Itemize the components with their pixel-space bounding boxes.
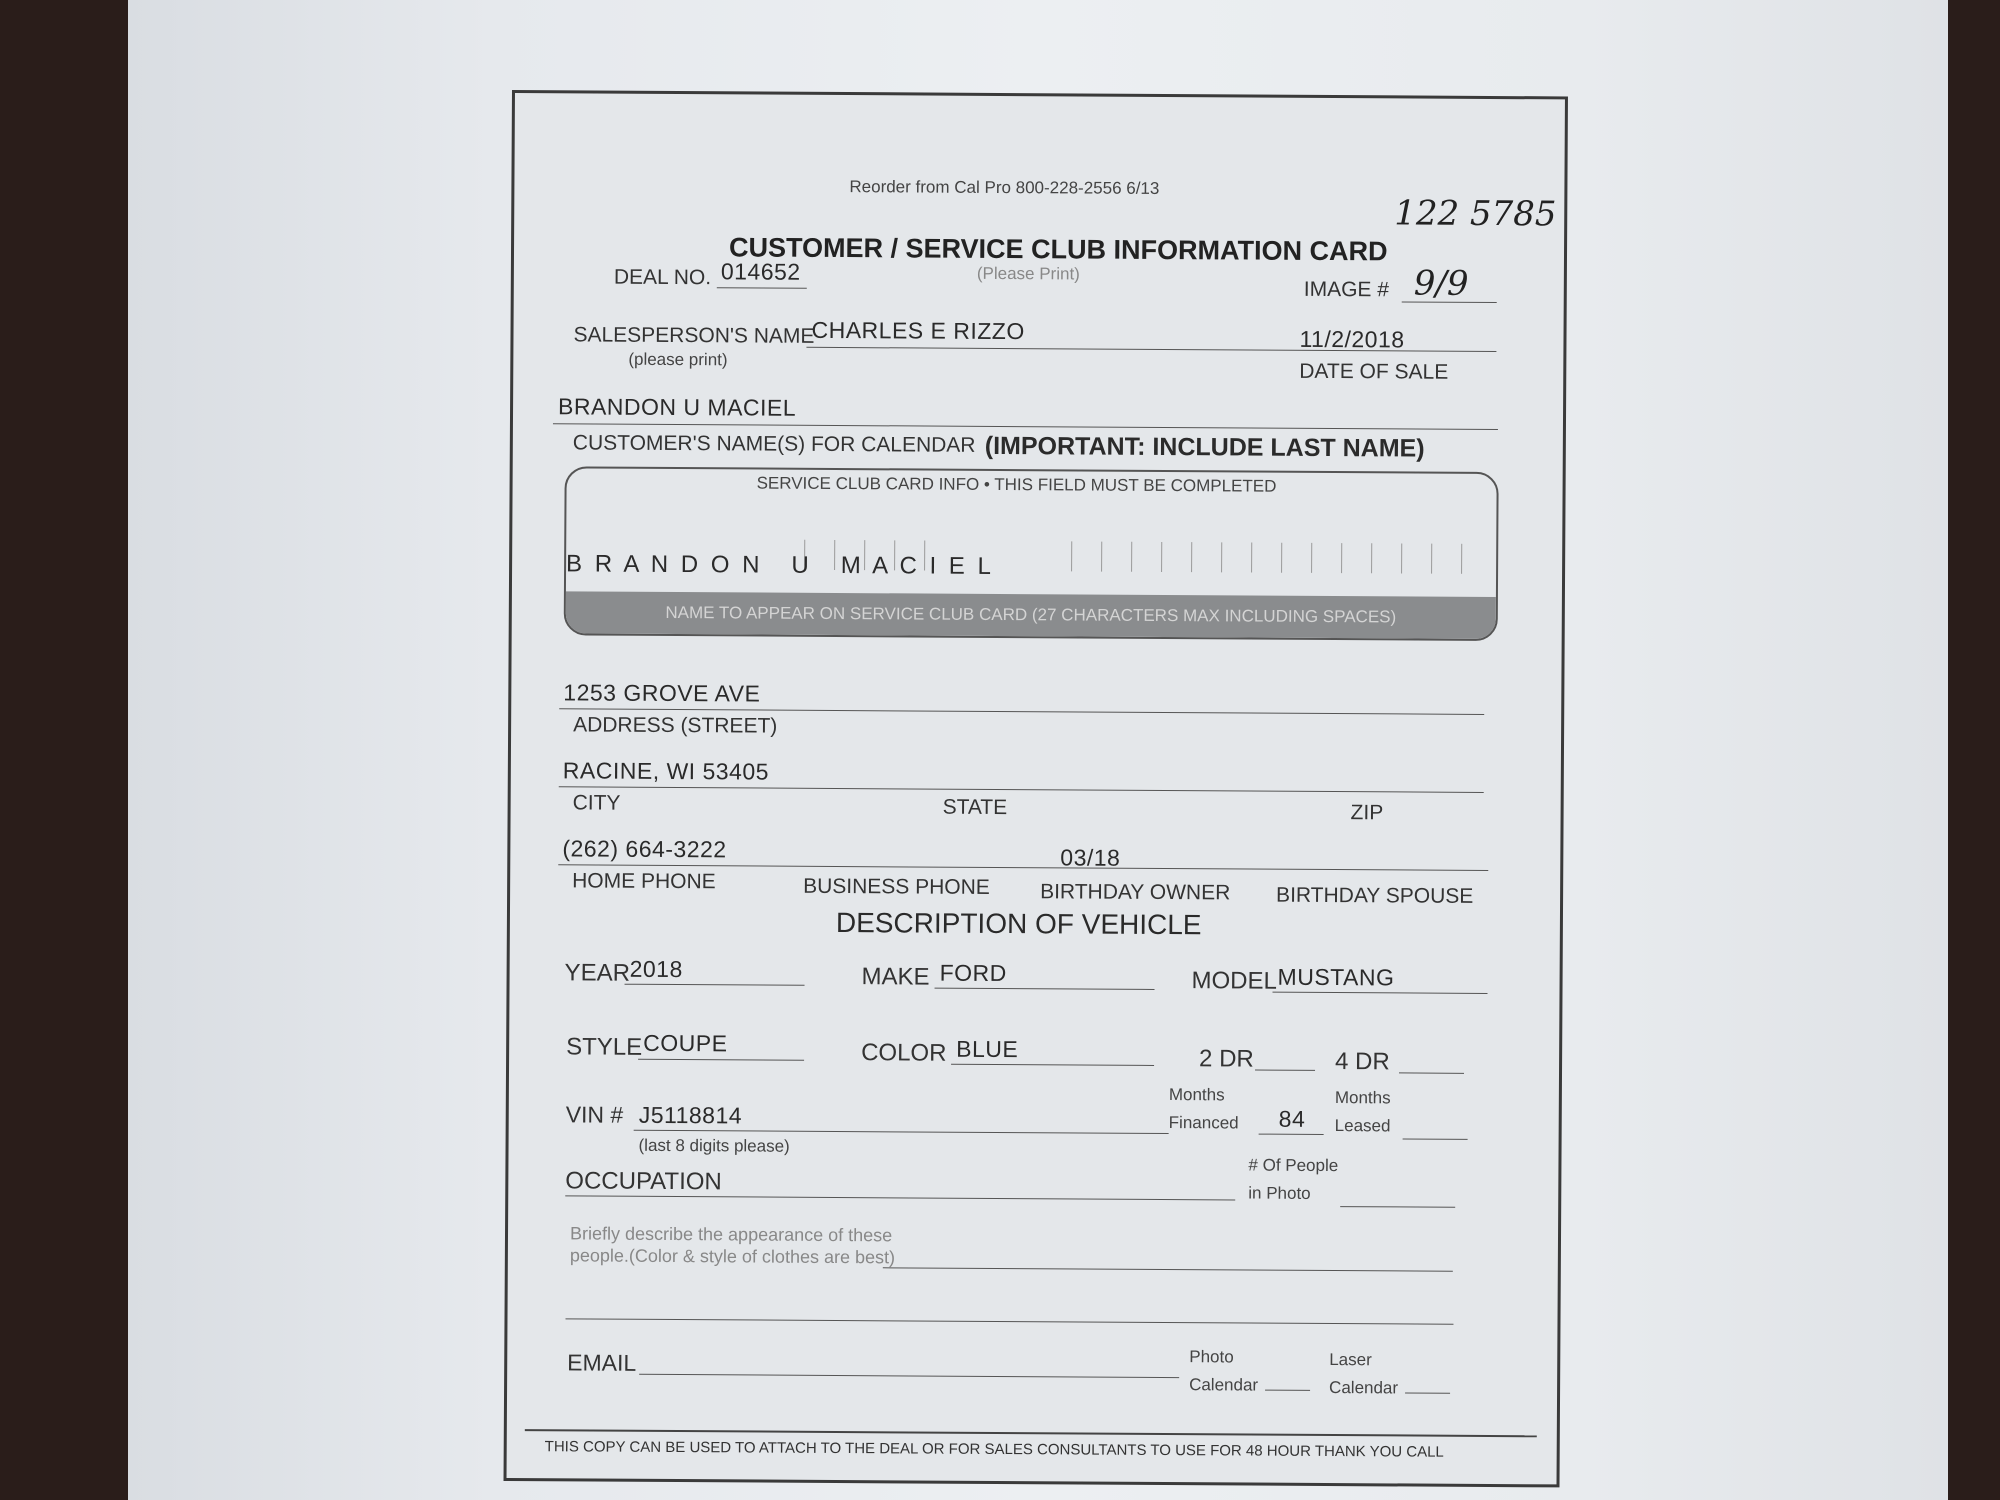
style-label: STYLE — [566, 1033, 643, 1061]
salesperson-name: CHARLES E RIZZO — [811, 316, 1025, 345]
vin-value: J5118814 — [638, 1101, 743, 1129]
color-value: BLUE — [956, 1035, 1019, 1063]
make-label: MAKE — [861, 963, 930, 991]
salesperson-please-print: (please print) — [628, 349, 728, 370]
months-leased-label-top: Months — [1334, 1088, 1391, 1108]
birthday-owner-label: BIRTHDAY OWNER — [1040, 880, 1231, 905]
image-label: IMAGE # — [1303, 277, 1390, 302]
service-club-header: SERVICE CLUB CARD INFO • THIS FIELD MUST BE COMPLETED — [756, 473, 1277, 496]
months-financed-label-top: Months — [1168, 1085, 1225, 1105]
photo-calendar-label-bottom: Calendar — [1189, 1375, 1259, 1395]
date-of-sale-value: 11/2/2018 — [1299, 325, 1405, 353]
service-club-card-box — [564, 466, 1499, 641]
home-phone-label: HOME PHONE — [572, 869, 716, 894]
address-value: 1253 GROVE AVE — [563, 679, 761, 707]
state-label: STATE — [942, 795, 1008, 820]
city-label: CITY — [572, 791, 621, 815]
salesperson-label: SALESPERSON'S NAME — [573, 323, 815, 348]
vin-digits-note: (last 8 digits please) — [638, 1135, 790, 1156]
birthday-owner-value: 03/18 — [1060, 844, 1121, 871]
email-label: EMAIL — [567, 1349, 637, 1376]
reorder-info: Reorder from Cal Pro 800-228-2556 6/13 — [849, 177, 1160, 198]
birthday-spouse-label: BIRTHDAY SPOUSE — [1276, 883, 1474, 908]
laser-calendar-label-top: Laser — [1329, 1350, 1372, 1370]
service-club-name-footer: NAME TO APPEAR ON SERVICE CLUB CARD (27 CHARACTERS MAX INCLUDING SPACES) — [566, 591, 1496, 639]
year-label: YEAR — [564, 959, 631, 987]
card-footer-note: THIS COPY CAN BE USED TO ATTACH TO THE DEAL OR FOR SALES CONSULTANTS TO USE FOR 48 HOUR THANK YOU CALL — [544, 1438, 1444, 1461]
service-club-card-name: B R A N D O N U M A C I E L — [566, 550, 994, 580]
people-in-photo-label-bottom: in Photo — [1248, 1183, 1311, 1203]
make-value: FORD — [939, 959, 1007, 987]
people-in-photo-label-top: # Of People — [1248, 1155, 1339, 1176]
four-door-label: 4 DR — [1334, 1048, 1390, 1076]
occupation-label: OCCUPATION — [565, 1167, 722, 1196]
two-door-label: 2 DR — [1199, 1045, 1254, 1073]
card-title: CUSTOMER / SERVICE CLUB INFORMATION CARD — [728, 232, 1388, 267]
style-value: COUPE — [643, 1029, 728, 1057]
handwritten-number: 122 5785 — [1394, 193, 1557, 235]
image-number-handwritten: 9/9 — [1413, 263, 1469, 304]
home-phone-value: (262) 664-3222 — [562, 835, 727, 863]
deal-no-value: 014652 — [720, 258, 801, 285]
zip-label: ZIP — [1350, 801, 1384, 825]
months-financed-value: 84 — [1278, 1105, 1306, 1132]
year-value: 2018 — [629, 955, 683, 983]
city-state-zip-value: RACINE, WI 53405 — [562, 757, 770, 785]
customer-name-label: CUSTOMER'S NAME(S) FOR CALENDAR — [572, 431, 976, 457]
date-of-sale-label: DATE OF SALE — [1299, 359, 1449, 384]
model-label: MODEL — [1191, 967, 1278, 995]
please-print-note: (Please Print) — [976, 263, 1080, 284]
describe-people-line-2: people.(Color & style of clothes are best) — [569, 1245, 896, 1268]
deal-no-label: DEAL NO. — [613, 265, 712, 290]
months-financed-label-bottom: Financed — [1168, 1113, 1239, 1133]
customer-name-important-note: (IMPORTANT: INCLUDE LAST NAME) — [984, 431, 1425, 463]
months-leased-label-bottom: Leased — [1334, 1116, 1391, 1136]
vin-label: VIN # — [565, 1101, 624, 1128]
business-phone-label: BUSINESS PHONE — [803, 874, 990, 899]
color-label: COLOR — [861, 1039, 947, 1067]
laser-calendar-label-bottom: Calendar — [1329, 1378, 1399, 1398]
photo-calendar-label-top: Photo — [1189, 1347, 1234, 1367]
customer-name-value: BRANDON U MACIEL — [557, 393, 797, 421]
address-label: ADDRESS (STREET) — [573, 713, 778, 738]
model-value: MUSTANG — [1277, 963, 1395, 991]
describe-people-line-1: Briefly describe the appearance of these — [569, 1223, 893, 1246]
service-club-information-card — [504, 90, 1568, 1487]
vehicle-description-heading: DESCRIPTION OF VEHICLE — [835, 906, 1202, 941]
